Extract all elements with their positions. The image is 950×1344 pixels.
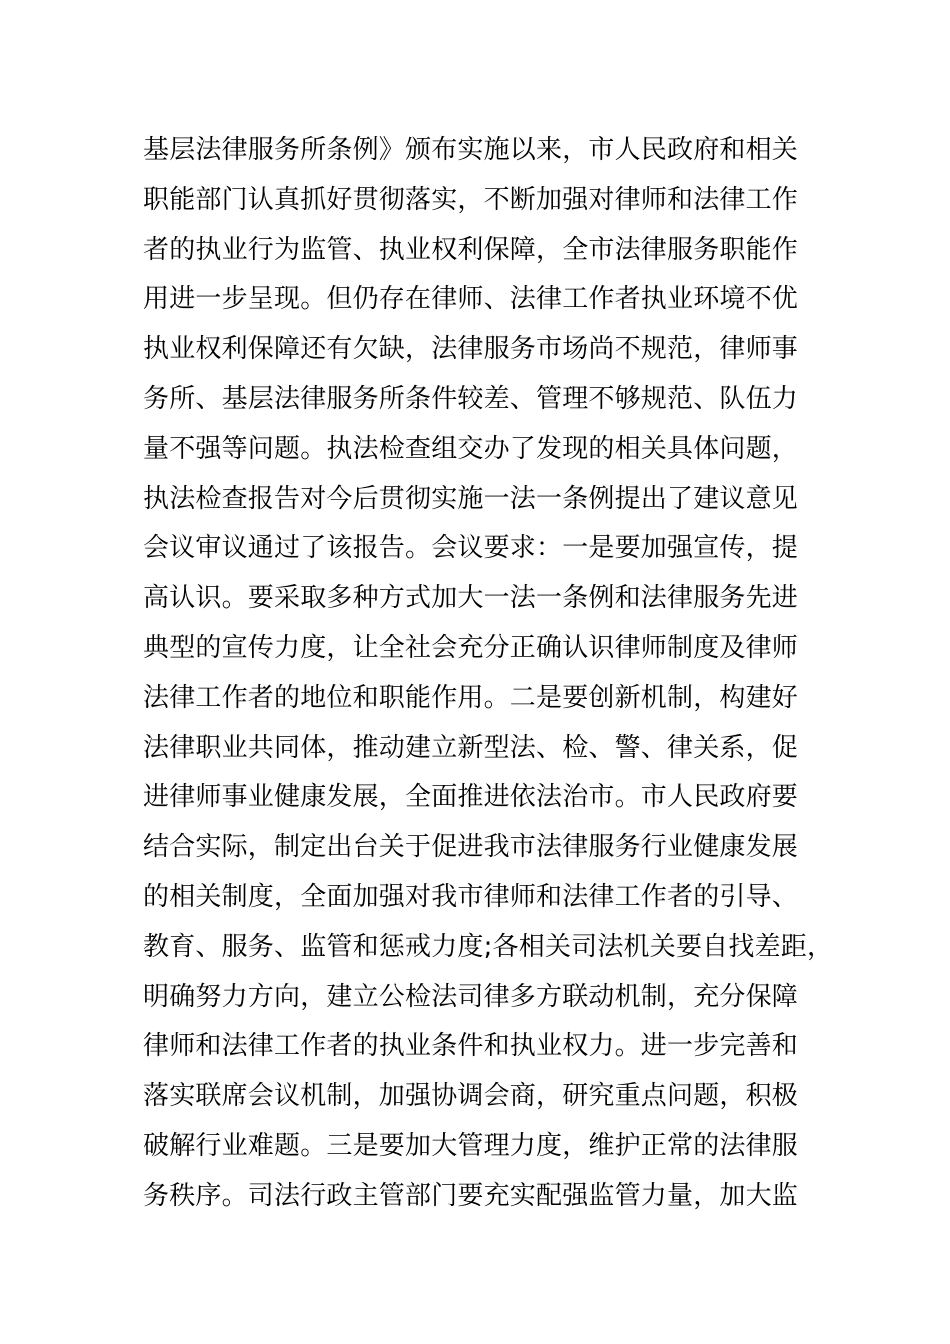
text-line: 明确努力方向，建立公检法司律多方联动机制，充分保障: [143, 981, 799, 1012]
text-line: 的相关制度，全面加强对我市律师和法律工作者的引导、: [143, 881, 799, 912]
text-line: 会议审议通过了该报告。会议要求：一是要加强宣传，提: [143, 533, 799, 564]
text-line: 执法检查报告对今后贯彻实施一法一条例提出了建议意见: [143, 483, 799, 514]
text-line: 执业权利保障还有欠缺，法律服务市场尚不规范，律师事: [143, 334, 799, 365]
body-text: [143, 126, 843, 1222]
text-line: 法律职业共同体，推动建立新型法、检、警、律关系，促: [143, 732, 799, 763]
text-line: 律师和法律工作者的执业条件和执业权力。进一步完善和: [143, 1031, 799, 1062]
text-line: 教育、服务、监管和惩戒力度;各相关司法机关要自找差距，: [143, 931, 834, 962]
text-line: 职能部门认真抓好贯彻落实，不断加强对律师和法律工作: [143, 184, 799, 215]
text-line: 量不强等问题。执法检查组交办了发现的相关具体问题，: [143, 433, 799, 464]
text-line: 高认识。要采取多种方式加大一法一条例和法律服务先进: [143, 583, 799, 614]
text-line: 用进一步呈现。但仍存在律师、法律工作者执业环境不优: [143, 284, 799, 315]
text-line: 破解行业难题。三是要加大管理力度，维护正常的法律服: [143, 1130, 799, 1161]
text-line: 基层法律服务所条例》颁布实施以来，市人民政府和相关: [143, 135, 799, 165]
text-line: 法律工作者的地位和职能作用。二是要创新机制，构建好: [143, 682, 799, 713]
text-line: 者的执业行为监管、执业权利保障，全市法律服务职能作: [143, 234, 799, 265]
text-line: 务秩序。司法行政主管部门要充实配强监管力量，加大监: [143, 1180, 799, 1211]
text-line: 务所、基层法律服务所条件较差、管理不够规范、队伍力: [143, 383, 799, 414]
text-line: 进律师事业健康发展，全面推进依法治市。市人民政府要: [143, 782, 799, 813]
text-line: 典型的宣传力度，让全社会充分正确认识律师制度及律师: [143, 632, 799, 663]
text-line: 结合实际，制定出台关于促进我市法律服务行业健康发展: [143, 832, 799, 863]
text-line: 落实联席会议机制，加强协调会商，研究重点问题，积极: [143, 1081, 799, 1112]
